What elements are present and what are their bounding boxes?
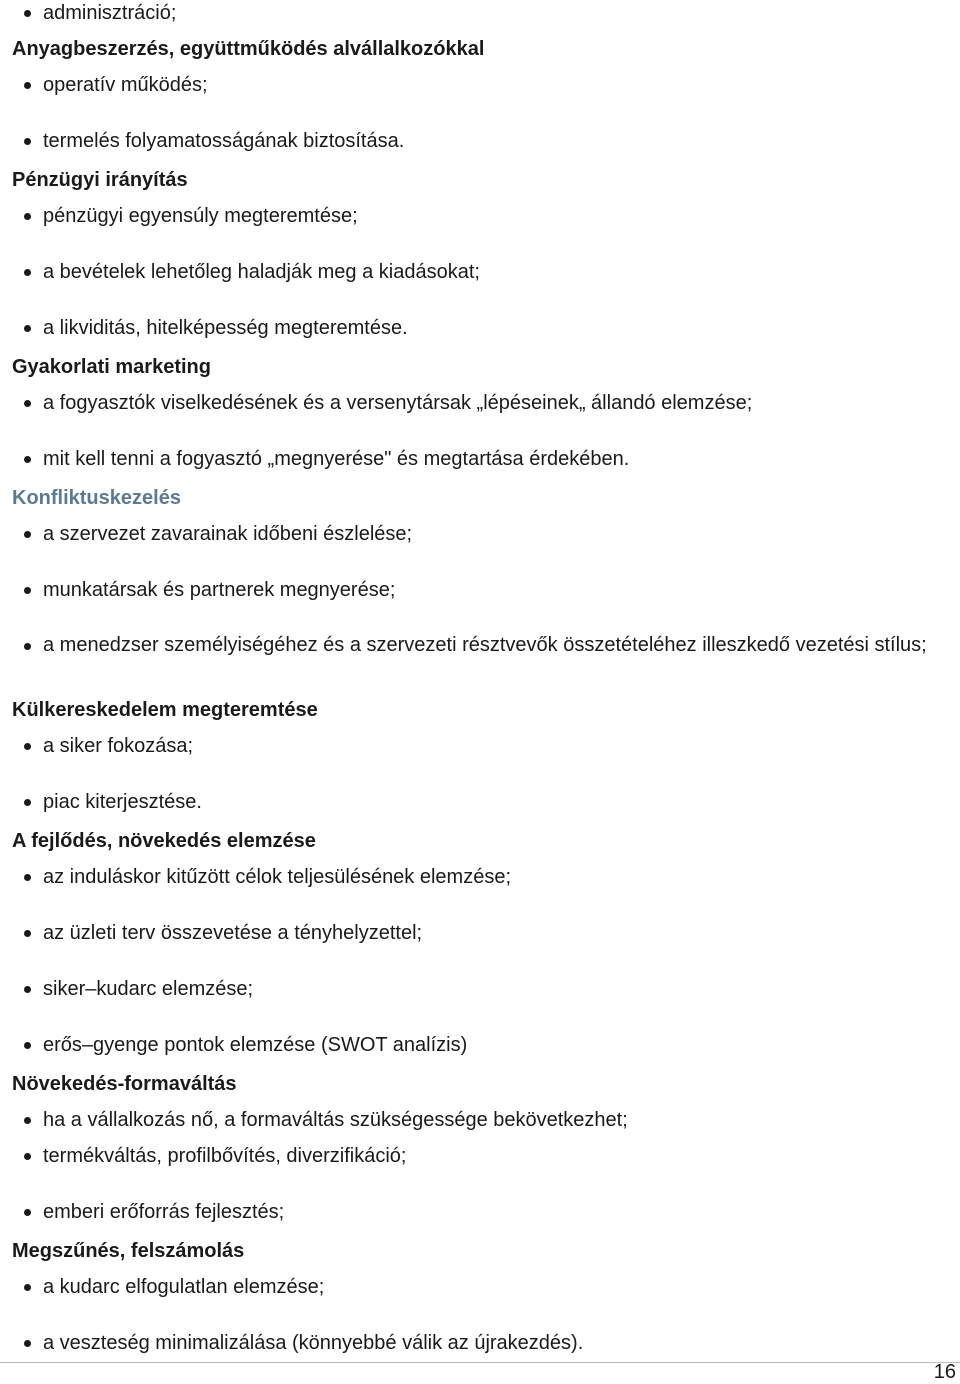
bullet-icon xyxy=(24,1209,31,1216)
section-heading: Pénzügyi irányítás xyxy=(12,169,188,191)
list-item-text: pénzügyi egyensúly megteremtése; xyxy=(43,205,358,227)
bullet-icon xyxy=(24,643,31,650)
list-item-text: emberi erőforrás fejlesztés; xyxy=(43,1201,285,1223)
bullet-icon xyxy=(24,1042,31,1049)
list-item-text: termelés folyamatosságának biztosítása. xyxy=(43,130,405,152)
list-item-text: a likviditás, hitelképesség megteremtése. xyxy=(43,317,408,339)
bullet-icon xyxy=(24,874,31,881)
bullet-icon xyxy=(24,986,31,993)
section-heading: Anyagbeszerzés, együttműködés alvállalkozókkal xyxy=(12,38,485,60)
section-heading: Növekedés-formaváltás xyxy=(12,1073,237,1095)
section-heading: Megszűnés, felszámolás xyxy=(12,1240,245,1262)
list-item-text: piac kiterjesztése. xyxy=(43,791,202,813)
bullet-icon xyxy=(24,400,31,407)
section-heading: Gyakorlati marketing xyxy=(12,356,211,378)
bullet-icon xyxy=(24,1117,31,1124)
bullet-icon xyxy=(24,587,31,594)
list-item-text: termékváltás, profilbővítés, diverzifikáció; xyxy=(43,1145,407,1167)
list-item-text: a fogyasztók viselkedésének és a versenytársak „lépéseinek„ állandó elemzése; xyxy=(43,392,753,414)
bullet-icon xyxy=(24,799,31,806)
bullet-icon xyxy=(24,1153,31,1160)
bullet-icon xyxy=(24,138,31,145)
bullet-icon xyxy=(24,213,31,220)
list-item-text: a kudarc elfogulatlan elemzése; xyxy=(43,1276,325,1298)
list-item-text: a siker fokozása; xyxy=(43,735,194,757)
list-item-text: erős–gyenge pontok elemzése (SWOT analízis) xyxy=(43,1034,468,1056)
bullet-icon xyxy=(24,743,31,750)
bullet-icon xyxy=(24,325,31,332)
section-heading: Külkereskedelem megteremtése xyxy=(12,699,318,721)
list-item-text: a menedzser személyiségéhez és a szervezeti résztvevők összetételéhez illeszkedő vezetési stílus; xyxy=(43,634,927,656)
bullet-icon xyxy=(24,456,31,463)
list-item-text: siker–kudarc elemzése; xyxy=(43,978,254,1000)
bullet-icon xyxy=(24,82,31,89)
list-item-text: a bevételek lehetőleg haladják meg a kiadásokat; xyxy=(43,261,480,283)
section-heading: A fejlődés, növekedés elemzése xyxy=(12,830,316,852)
page-number: 16 xyxy=(933,1361,956,1383)
bullet-icon xyxy=(24,10,31,17)
list-item-text: a szervezet zavarainak időbeni észlelése; xyxy=(43,523,413,545)
list-item-text: az üzleti terv összevetése a tényhelyzettel; xyxy=(43,922,423,944)
list-item-text: munkatársak és partnerek megnyerése; xyxy=(43,579,396,601)
list-item-text: operatív működés; xyxy=(43,74,208,96)
list-item-text: a veszteség minimalizálása (könnyebbé válik az újrakezdés). xyxy=(43,1332,584,1354)
bullet-icon xyxy=(24,930,31,937)
bullet-icon xyxy=(24,531,31,538)
list-item-text: az induláskor kitűzött célok teljesülésének elemzése; xyxy=(43,866,512,888)
bullet-icon xyxy=(24,1340,31,1347)
section-heading: Konfliktuskezelés xyxy=(12,487,181,509)
list-item-text: mit kell tenni a fogyasztó „megnyerése" és megtartása érdekében. xyxy=(43,448,630,470)
footer-divider xyxy=(0,1362,960,1363)
bullet-icon xyxy=(24,269,31,276)
bullet-icon xyxy=(24,1284,31,1291)
list-item-text: adminisztráció; xyxy=(43,2,177,24)
list-item-text: ha a vállalkozás nő, a formaváltás szükségessége bekövetkezhet; xyxy=(43,1109,628,1131)
